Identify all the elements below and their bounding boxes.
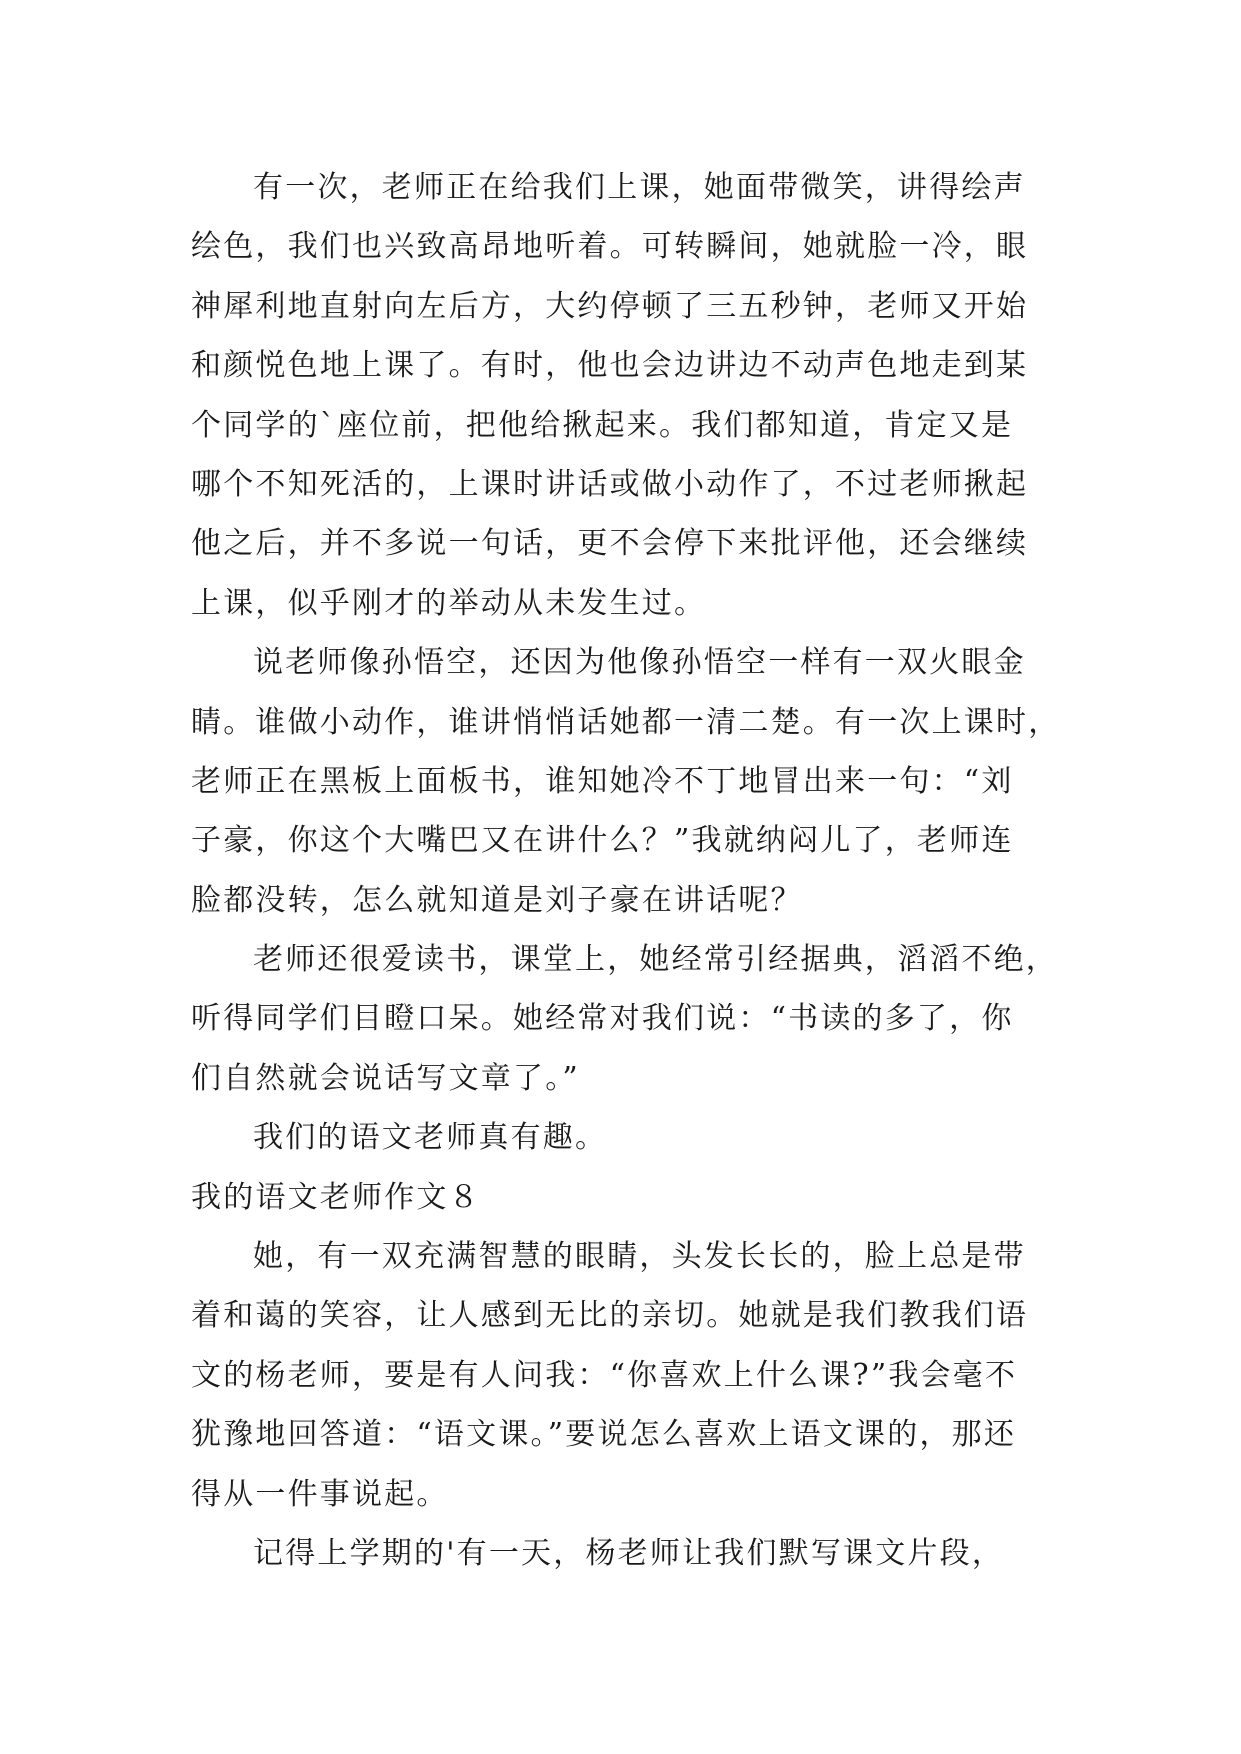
text-line: 们自然就会说话写文章了。”: [191, 1060, 580, 1096]
text-line: 睛。谁做小动作，谁讲悄悄话她都一清二楚。有一次上课时，: [191, 704, 1061, 740]
text-line: 他之后，并不多说一句话，更不会停下来批评他，还会继续: [191, 526, 1029, 562]
text-line: 记得上学期的'有一天，杨老师让我们默写课文片段，: [253, 1535, 1005, 1571]
paragraph: [191, 1227, 1051, 1524]
text-line: 说老师像孙悟空，还因为他像孙悟空一样有一双火眼金: [253, 645, 1026, 681]
text-line: 哪个不知死活的，上课时讲话或做小动作了，不过老师揪起: [191, 466, 1029, 502]
text-line: 有一次，老师正在给我们上课，她面带微笑，讲得绘声: [253, 170, 1026, 205]
text-line: 神犀利地直射向左后方，大约停顿了三五秒钟，老师又开始: [191, 288, 1029, 324]
text-line: 着和蔼的笑容，让人感到无比的亲切。她就是我们教我们语: [191, 1298, 1029, 1334]
text-line: 我们的语文老师真有趣。: [253, 1120, 608, 1156]
text-line: 文的杨老师，要是有人问我：“你喜欢上什么课?”我会毫不: [191, 1357, 1018, 1393]
paragraph: [191, 158, 1051, 633]
paragraph: [191, 930, 1058, 1108]
text-line: 犹豫地回答道：“语文课。”要说怎么喜欢上语文课的，那还: [191, 1417, 1017, 1453]
text-line: 绘色，我们也兴致高昂地听着。可转瞬间，她就脸一冷，眼: [191, 229, 1029, 265]
text-line: 老师正在黑板上面板书，谁知她冷不丁地冒出来一句：“刘: [191, 763, 1014, 799]
text-line: 她，有一双充满智慧的眼睛，头发长长的，脸上总是带: [253, 1239, 1026, 1275]
section-heading: [191, 1168, 1051, 1227]
text-line: 和颜悦色地上课了。有时，他也会边讲边不动声色地走到某: [191, 348, 1029, 384]
text-line: 得从一件事说起。: [191, 1476, 449, 1512]
paragraph: [191, 633, 1061, 930]
essay-body: [191, 158, 1061, 1583]
text-line: 脸都没转，怎么就知道是刘子豪在讲话呢？: [191, 882, 803, 918]
heading-text: 我的语文老师作文８: [191, 1179, 481, 1215]
text-line: 听得同学们目瞪口呆。她经常对我们说：“书读的多了，你: [191, 1001, 1014, 1037]
paragraph: [191, 1524, 1051, 1583]
text-line: 上课，似乎刚才的举动从未发生过。: [191, 585, 707, 621]
text-line: 个同学的`座位前，把他给揪起来。我们都知道，肯定又是: [191, 407, 1014, 443]
paragraph: [191, 1108, 1051, 1167]
text-line: 老师还很爱读书，课堂上，她经常引经据典，滔滔不绝，: [253, 942, 1058, 978]
text-line: 子豪，你这个大嘴巴又在讲什么？”我就纳闷儿了，老师连: [191, 823, 1014, 859]
